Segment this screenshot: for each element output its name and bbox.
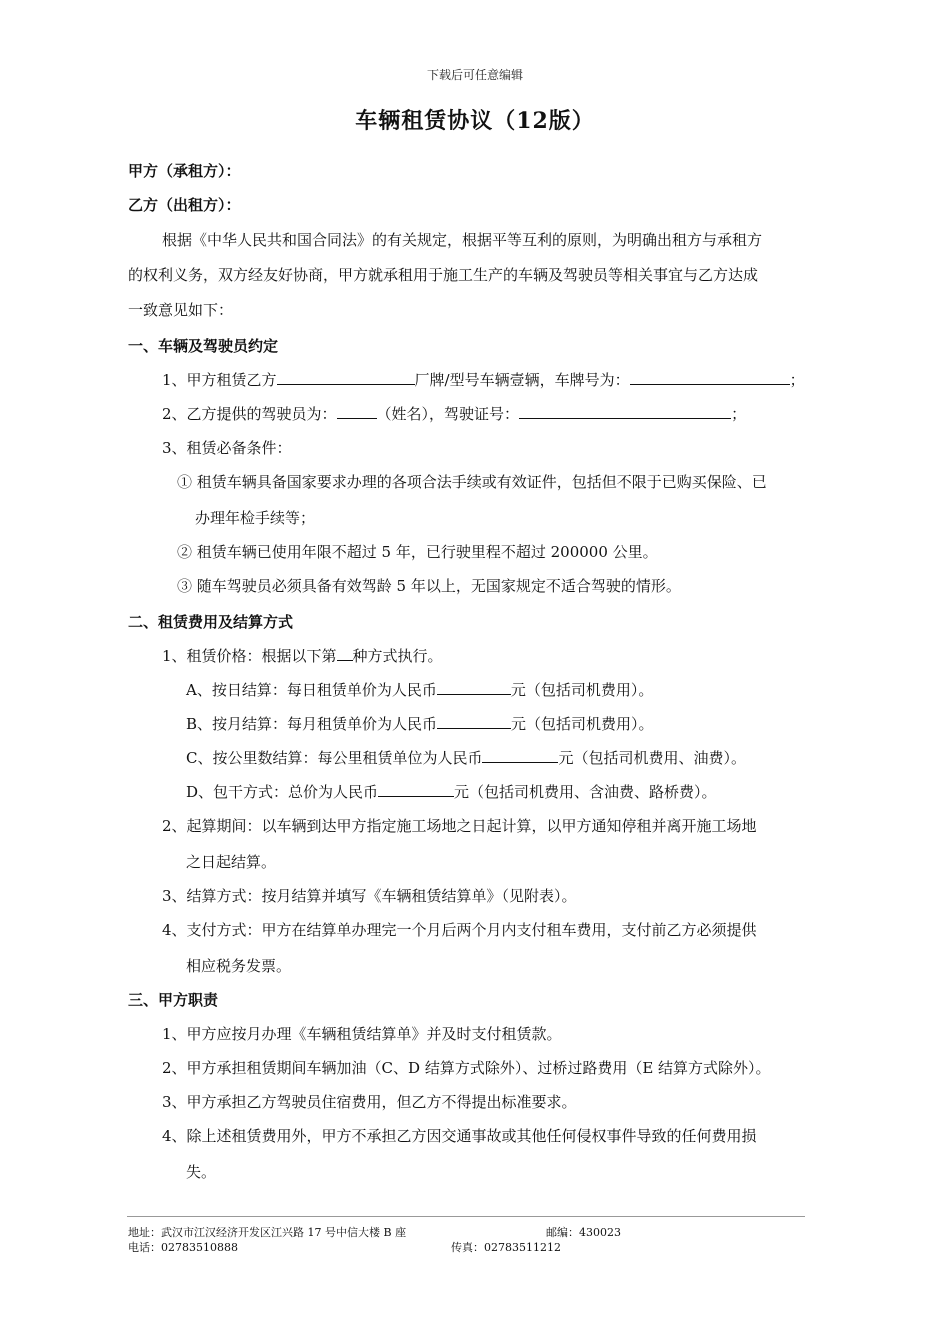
footer-phone: 电话：02783510888 bbox=[128, 1241, 238, 1254]
plate-number-blank bbox=[630, 369, 790, 385]
item-text: 厂牌/型号车辆壹辆，车牌号为： bbox=[414, 371, 630, 389]
condition-1: ① 租赁车辆具备国家要求办理的各项合法手续或有效证件，包括但不限于已购买保险、已 bbox=[177, 473, 767, 491]
item-text: ； bbox=[731, 405, 747, 423]
item-text: 2、乙方提供的驾驶员为： bbox=[162, 405, 337, 423]
item-text: 种方式执行。 bbox=[352, 647, 443, 665]
section2-item1 bbox=[162, 645, 443, 667]
item-text: A、按日结算：每日租赁单价为人民币 bbox=[186, 681, 437, 699]
condition-3: ③ 随车驾驶员必须具备有效驾龄 5 年以上，无国家规定不适合驾驶的情形。 bbox=[177, 577, 681, 595]
section1-item2 bbox=[162, 403, 746, 425]
footer-postcode: 邮编：430023 bbox=[546, 1226, 621, 1239]
section2-heading: 二、租赁费用及结算方式 bbox=[128, 613, 294, 631]
license-number-blank bbox=[519, 403, 731, 419]
section3-heading: 三、甲方职责 bbox=[128, 991, 219, 1009]
item-text: 元（包括司机费用、含油费、路桥费）。 bbox=[454, 783, 717, 801]
item-text: （姓名），驾驶证号： bbox=[376, 405, 520, 423]
item-text: 1、甲方租赁乙方 bbox=[162, 371, 277, 389]
intro-line: 的权利义务，双方经友好协商，甲方就承租用于施工生产的车辆及驾驶员等相关事宜与乙方达成 bbox=[128, 266, 759, 284]
item-text: D、包干方式：总价为人民币 bbox=[186, 783, 379, 801]
item-text: C、按公里数结算：每公里租赁单位为人民币 bbox=[186, 749, 483, 767]
footer-fax: 传真：02783511212 bbox=[451, 1241, 561, 1254]
option-c bbox=[186, 747, 746, 769]
item-text: 元（包括司机费用）。 bbox=[510, 681, 654, 699]
header-note: 下载后可任意编辑 bbox=[426, 68, 523, 82]
section3-item2: 2、甲方承担租赁期间车辆加油（C、D 结算方式除外）、过桥过路费用（E 结算方式除外）。 bbox=[162, 1059, 771, 1077]
party-a-label: 甲方（承租方）： bbox=[128, 162, 241, 180]
daily-price-blank bbox=[437, 679, 511, 695]
item-text: 元（包括司机费用）。 bbox=[511, 715, 654, 733]
party-b-label: 乙方（出租方）： bbox=[128, 196, 241, 214]
section2-item4: 4、支付方式：甲方在结算单办理完一个月后两个月内支付租车费用，支付前乙方必须提供 bbox=[162, 921, 757, 939]
section1-heading: 一、车辆及驾驶员约定 bbox=[128, 337, 279, 355]
total-price-blank bbox=[378, 781, 454, 797]
driver-name-blank bbox=[337, 403, 377, 419]
per-km-price-blank bbox=[482, 747, 558, 763]
item-text: ； bbox=[789, 371, 805, 389]
section2-item2-cont: 之日起结算。 bbox=[186, 853, 277, 871]
section2-item3: 3、结算方式：按月结算并填写《车辆租赁结算单》（见附表）。 bbox=[162, 887, 577, 905]
section1-item3: 3、租赁必备条件： bbox=[162, 439, 292, 457]
section2-item2: 2、起算期间：以车辆到达甲方指定施工场地之日起计算，以甲方通知停租并离开施工场地 bbox=[162, 817, 757, 835]
condition-2: ② 租赁车辆已使用年限不超过 5 年，已行驶里程不超过 200000 公里。 bbox=[177, 543, 658, 561]
item-text: 1、租赁价格：根据以下第 bbox=[162, 647, 337, 665]
brand-model-blank bbox=[277, 369, 415, 385]
method-blank bbox=[337, 645, 353, 661]
footer-address: 地址：武汉市江汉经济开发区江兴路 17 号中信大楼 B 座 bbox=[128, 1226, 407, 1239]
option-b bbox=[186, 713, 654, 735]
document-title: 车辆租赁协议（12版） bbox=[355, 108, 595, 134]
section2-item4-cont: 相应税务发票。 bbox=[186, 957, 292, 975]
monthly-price-blank bbox=[437, 713, 511, 729]
footer-divider bbox=[127, 1216, 805, 1217]
section3-item1: 1、甲方应按月办理《车辆租赁结算单》并及时支付租赁款。 bbox=[162, 1025, 562, 1043]
item-text: 元（包括司机费用、油费）。 bbox=[558, 749, 746, 767]
item-text: B、按月结算：每月租赁单价为人民币 bbox=[186, 715, 438, 733]
section3-item4: 4、除上述租赁费用外，甲方不承担乙方因交通事故或其他任何侵权事件导致的任何费用损 bbox=[162, 1127, 757, 1145]
section3-item4-cont: 失。 bbox=[186, 1163, 217, 1181]
intro-line: 根据《中华人民共和国合同法》的有关规定，根据平等互利的原则，为明确出租方与承租方 bbox=[162, 231, 763, 249]
intro-line: 一致意见如下： bbox=[128, 301, 234, 319]
section3-item3: 3、甲方承担乙方驾驶员住宿费用，但乙方不得提出标准要求。 bbox=[162, 1093, 577, 1111]
option-d bbox=[186, 781, 717, 803]
condition-1-cont: 办理年检手续等； bbox=[195, 509, 316, 527]
option-a bbox=[186, 679, 653, 701]
section1-item1 bbox=[162, 369, 805, 391]
